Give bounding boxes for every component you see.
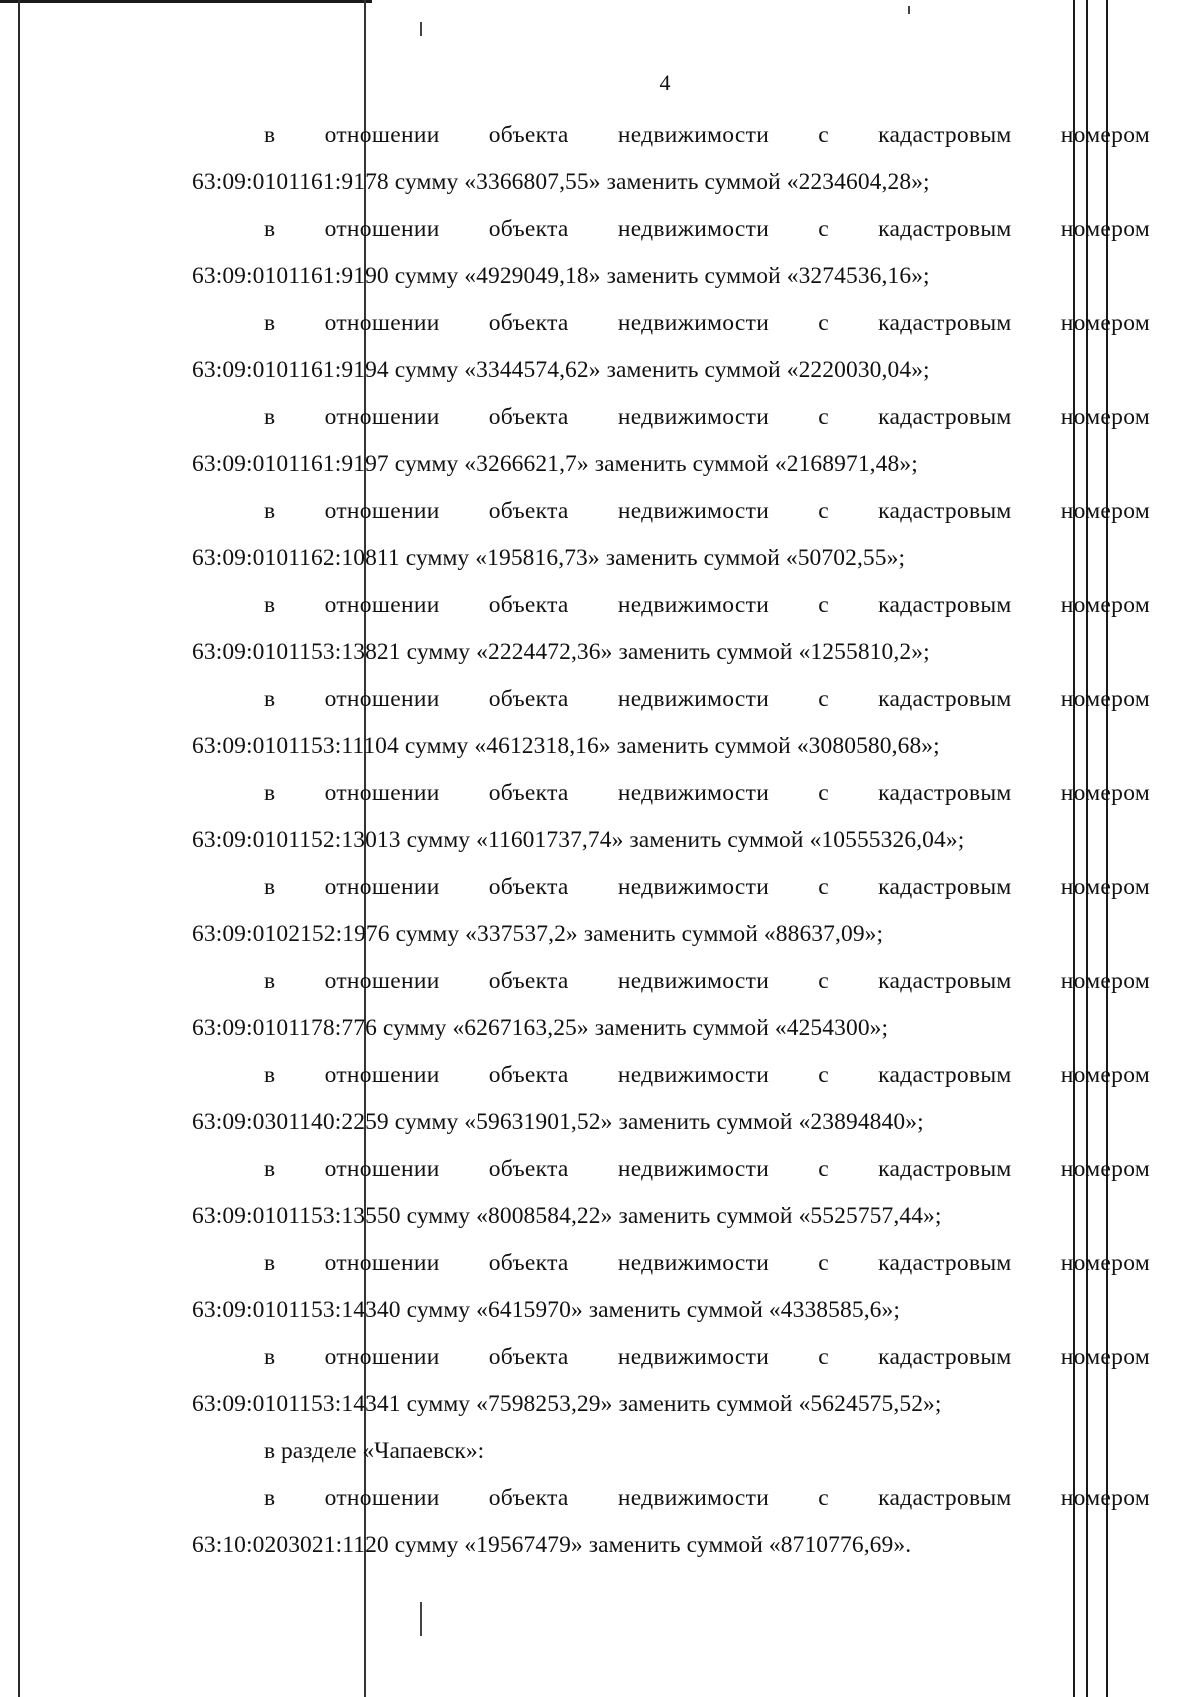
old-sum: «19567479» — [464, 1532, 583, 1558]
entry-detail-line: 63:09:0101153:11104 сумму «4612318,16» заменить суммой «3080580,68»; — [192, 733, 940, 759]
cadastral-number: 63:09:0101152:13013 — [192, 827, 401, 853]
new-sum: «10555326,04» — [809, 827, 958, 853]
new-sum: «23894840» — [798, 1109, 918, 1135]
scan-mark — [908, 6, 910, 14]
amendment-entry — [192, 770, 1150, 864]
scan-mark — [420, 22, 422, 36]
new-sum: «2220030,04» — [786, 357, 924, 383]
old-sum: «195816,73» — [475, 545, 600, 571]
old-sum: «8008584,22» — [476, 1203, 613, 1229]
old-sum: «6415970» — [476, 1297, 583, 1323]
amendment-entry — [192, 112, 1150, 206]
new-sum: «3080580,68» — [796, 733, 934, 759]
entry-intro-line: в отношении объекта недвижимости с кадастровым номером — [264, 404, 1150, 430]
old-sum: «7598253,29» — [476, 1391, 613, 1417]
scan-mark — [420, 1602, 422, 1636]
cadastral-number: 63:09:0101161:9194 — [192, 357, 389, 383]
amendment-entry — [192, 1052, 1150, 1146]
amendment-entry — [192, 582, 1150, 676]
entry-intro-line: в отношении объекта недвижимости с кадастровым номером — [264, 1344, 1150, 1370]
new-sum: «4338585,6» — [768, 1297, 894, 1323]
amendment-entry — [192, 1475, 1150, 1569]
old-sum: «3266621,7» — [464, 451, 589, 477]
entry-intro-line: в отношении объекта недвижимости с кадастровым номером — [264, 1250, 1150, 1276]
cadastral-number: 63:09:0101162:10811 — [192, 545, 400, 571]
new-sum: «3274536,16» — [786, 263, 924, 289]
cadastral-number: 63:09:0101161:9190 — [192, 263, 389, 289]
scan-edge-top — [0, 0, 372, 3]
entry-intro-line: в отношении объекта недвижимости с кадастровым номером — [264, 968, 1150, 994]
entry-intro-line: в отношении объекта недвижимости с кадастровым номером — [264, 874, 1150, 900]
old-sum: «59631901,52» — [464, 1109, 613, 1135]
cadastral-number: 63:09:0101161:9197 — [192, 451, 389, 477]
old-sum: «2224472,36» — [476, 639, 613, 665]
entry-detail-line: 63:09:0101161:9190 сумму «4929049,18» заменить суммой «3274536,16»; — [192, 263, 930, 289]
entry-detail-line: 63:09:0101153:13821 сумму «2224472,36» заменить суммой «1255810,2»; — [192, 639, 930, 665]
amendment-entry — [192, 1334, 1150, 1428]
entry-intro-line: в отношении объекта недвижимости с кадастровым номером — [264, 780, 1150, 806]
amendment-entry — [192, 1146, 1150, 1240]
new-sum: «2168971,48» — [774, 451, 912, 477]
amendment-entry — [192, 676, 1150, 770]
new-sum: «4254300» — [774, 1015, 882, 1041]
cadastral-number: 63:09:0101153:13550 — [192, 1203, 401, 1229]
page-number: 4 — [659, 70, 671, 95]
entry-detail-line: 63:09:0102152:1976 сумму «337537,2» заменить суммой «88637,09»; — [192, 921, 884, 947]
entry-detail-line: 63:09:0101162:10811 сумму «195816,73» заменить суммой «50702,55»; — [192, 545, 906, 571]
entry-detail-line: 63:09:0301140:2259 сумму «59631901,52» заменить суммой «23894840»; — [192, 1109, 924, 1135]
entry-detail-line: 63:09:0101152:13013 сумму «11601737,74» заменить суммой «10555326,04»; — [192, 827, 965, 853]
amendment-entry — [192, 300, 1150, 394]
new-sum: «88637,09» — [763, 921, 877, 947]
scan-edge-left — [18, 0, 20, 1697]
entry-detail-line: 63:09:0101161:9178 сумму «3366807,55» заменить суммой «2234604,28»; — [192, 169, 930, 195]
entry-detail-line: 63:09:0101178:776 сумму «6267163,25» заменить суммой «4254300»; — [192, 1015, 889, 1041]
cadastral-number: 63:09:0101153:14341 — [192, 1391, 401, 1417]
entry-detail-line: 63:10:0203021:1120 сумму «19567479» заменить суммой «8710776,69». — [192, 1532, 912, 1558]
amendment-entry — [192, 1240, 1150, 1334]
new-sum: «1255810,2» — [798, 639, 924, 665]
cadastral-number: 63:09:0101178:776 — [192, 1015, 377, 1041]
section-heading: в разделе «Чапаевск»: — [264, 1438, 485, 1464]
entry-intro-line: в отношении объекта недвижимости с кадастровым номером — [264, 592, 1150, 618]
entry-intro-line: в отношении объекта недвижимости с кадастровым номером — [264, 686, 1150, 712]
new-sum: «50702,55» — [785, 545, 899, 571]
entry-intro-line: в отношении объекта недвижимости с кадастровым номером — [264, 1156, 1150, 1182]
cadastral-number: 63:09:0101153:13821 — [192, 639, 401, 665]
cadastral-number: 63:09:0101153:14340 — [192, 1297, 401, 1323]
entry-intro-line: в отношении объекта недвижимости с кадастровым номером — [264, 310, 1150, 336]
cadastral-number: 63:10:0203021:1120 — [192, 1532, 389, 1558]
entry-detail-line: 63:09:0101153:13550 сумму «8008584,22» заменить суммой «5525757,44»; — [192, 1203, 942, 1229]
new-sum: «2234604,28» — [786, 169, 924, 195]
old-sum: «4612318,16» — [474, 733, 611, 759]
new-sum: «8710776,69» — [768, 1532, 906, 1558]
new-sum: «5525757,44» — [798, 1203, 935, 1229]
amendment-entry — [192, 394, 1150, 488]
cadastral-number: 63:09:0102152:1976 — [192, 921, 390, 947]
entry-detail-line: 63:09:0101153:14341 сумму «7598253,29» заменить суммой «5624575,52»; — [192, 1391, 942, 1417]
amendment-entry — [192, 864, 1150, 958]
amendment-entry — [192, 206, 1150, 300]
old-sum: «6267163,25» — [452, 1015, 589, 1041]
cadastral-number: 63:09:0301140:2259 — [192, 1109, 389, 1135]
old-sum: «3344574,62» — [464, 357, 601, 383]
new-sum: «5624575,52» — [798, 1391, 935, 1417]
document-body — [192, 112, 1150, 1569]
entry-intro-line: в отношении объекта недвижимости с кадастровым номером — [264, 216, 1150, 242]
old-sum: «4929049,18» — [464, 263, 601, 289]
entry-intro-line: в отношении объекта недвижимости с кадастровым номером — [264, 1485, 1150, 1511]
cadastral-number: 63:09:0101153:11104 — [192, 733, 399, 759]
entry-detail-line: 63:09:0101153:14340 сумму «6415970» заменить суммой «4338585,6»; — [192, 1297, 901, 1323]
entry-intro-line: в отношении объекта недвижимости с кадастровым номером — [264, 122, 1150, 148]
entry-detail-line: 63:09:0101161:9197 сумму «3266621,7» заменить суммой «2168971,48»; — [192, 451, 918, 477]
entry-intro-line: в отношении объекта недвижимости с кадастровым номером — [264, 1062, 1150, 1088]
amendment-entry — [192, 958, 1150, 1052]
cadastral-number: 63:09:0101161:9178 — [192, 169, 389, 195]
old-sum: «337537,2» — [465, 921, 578, 947]
entry-intro-line: в отношении объекта недвижимости с кадастровым номером — [264, 498, 1150, 524]
old-sum: «11601737,74» — [476, 827, 624, 853]
entry-detail-line: 63:09:0101161:9194 сумму «3344574,62» заменить суммой «2220030,04»; — [192, 357, 930, 383]
old-sum: «3366807,55» — [464, 169, 601, 195]
amendment-entry — [192, 488, 1150, 582]
